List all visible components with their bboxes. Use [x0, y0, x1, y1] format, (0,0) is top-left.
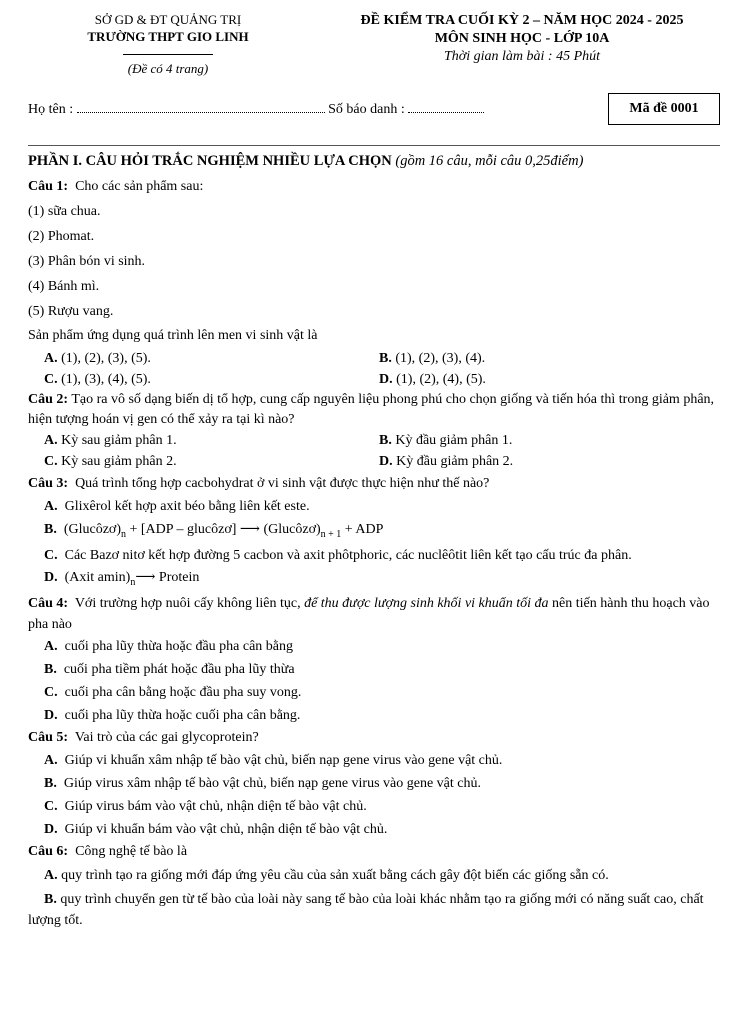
exam-title: ĐỀ KIỂM TRA CUỐI KỲ 2 – NĂM HỌC 2024 - 2025 [360, 13, 684, 28]
q2-options-row-1 [28, 430, 724, 451]
q4-option-d[interactable]: D. cuối pha lũy thừa hoặc cuối pha cân bằng. [44, 708, 301, 724]
question-3: Câu 3: Quá trình tổng hợp cacbohydrat ở vi sinh vật được thực hiện như thế nào? [28, 475, 490, 491]
name-label: Họ tên : [28, 102, 74, 117]
question-2: Câu 2: Tạo ra vô số dạng biến dị tổ hợp, cung cấp nguyên liệu phong phú cho chọn giống và tiến hóa thì trong giảm phân, hiện tượng hoán vị gen có thể xảy ra tại kì nào? [28, 391, 715, 427]
question-4: Câu 4: Với trường hợp nuôi cấy không liên tục, để thu được lượng sinh khối vi khuẩn tối đa nên tiến hành thu hoạch vào pha nào [28, 596, 710, 633]
q1-options-row-2 [28, 369, 724, 390]
subject-line: MÔN SINH HỌC - LỚP 10A [434, 31, 610, 47]
q5-option-d[interactable]: D. Giúp vi khuẩn bám vào vật chủ, nhận diện tế bào vật chủ. [44, 822, 388, 838]
q2-option-d[interactable]: D. Kỳ đầu giảm phân 2. [379, 453, 514, 469]
q1-item-4: (4) Bánh mì. [28, 278, 100, 294]
q2-option-b[interactable]: B. Kỳ đầu giảm phân 1. [379, 432, 513, 448]
q6-option-a[interactable]: A. quy trình tạo ra giống mới đáp ứng yêu cầu của sản xuất bằng cách gây đột biến các giống sẵn có. [44, 868, 609, 884]
sbd-label: Số báo danh : [328, 102, 405, 117]
q2-options-row-2 [28, 451, 724, 472]
exam-code-box: Mã đề 0001 [608, 93, 720, 125]
pages-note: (Đề có 4 trang) [127, 60, 209, 76]
header-divider [123, 54, 213, 55]
q1-item-3: (3) Phân bón vi sinh. [28, 253, 146, 269]
question-1: Câu 1: Cho các sản phẩm sau: [28, 178, 204, 194]
section-note: (gồm 16 câu, mỗi câu 0,25điểm) [395, 153, 584, 169]
name-field[interactable] [77, 100, 325, 113]
question-5: Câu 5: Vai trò của các gai glycoprotein? [28, 730, 259, 746]
q3-option-a[interactable]: A. Glixêrol kết hợp axit béo bằng liên kết este. [44, 498, 310, 514]
q1-option-a[interactable]: A. (1), (2), (3), (5). [44, 350, 151, 366]
time-limit: Thời gian làm bài : 45 Phút [443, 49, 601, 65]
exam-content [28, 152, 724, 931]
q1-option-b[interactable]: B. (1), (2), (3), (4). [379, 350, 486, 366]
q3-option-d[interactable]: D. (Axit $amin)_n⟶$ Protein [44, 569, 200, 588]
q1-item-1: (1) sữa chua. [28, 203, 101, 219]
q6-option-b[interactable]: B. quy trình chuyển gen từ tế bào của loài này sang tế bào của loài khác nhằm tạo ra giống mới có năng suất cao, chất lượng tốt. [28, 892, 704, 929]
header-left [58, 12, 278, 78]
q5-option-a[interactable]: A. Giúp vi khuẩn xâm nhập tế bào vật chủ, biến nạp gene virus vào gene vật chủ. [44, 753, 503, 769]
q1-option-d[interactable]: D. (1), (2), (4), (5). [379, 371, 486, 387]
q1-item-2: (2) Phomat. [28, 228, 95, 244]
q5-option-c[interactable]: C. Giúp virus bám vào vật chủ, nhận diện tế bào vật chủ. [44, 799, 367, 815]
q3-option-b[interactable]: B. $(Glucôzơ)_n + [ADP$ – glucôzơ] ⟶ $(Glucôzơ)_{n + 1}$ + ADP [44, 521, 384, 540]
q4-option-b[interactable]: B. cuối pha tiềm phát hoặc đầu pha lũy thừa [44, 662, 295, 678]
q1-item-5: (5) Rượu vang. [28, 303, 114, 319]
q1-options-row-1 [28, 348, 724, 369]
header-rule [28, 145, 720, 146]
q4-option-a[interactable]: A. cuối pha lũy thừa hoặc đầu pha cân bằng [44, 639, 294, 655]
header-right [322, 12, 722, 67]
q2-option-a[interactable]: A. Kỳ sau giảm phân 1. [44, 432, 177, 448]
section-title: PHẦN I. CÂU HỎI TRẮC NGHIỆM NHIỀU LỰA CHỌN (gồm 16 câu, mỗi câu 0,25điểm) [28, 153, 584, 169]
department-name: SỞ GD & ĐT QUẢNG TRỊ [94, 12, 242, 27]
q1-prompt: Sản phẩm ứng dụng quá trình lên men vi sinh vật là [28, 327, 318, 343]
sbd-field[interactable] [408, 100, 484, 113]
q4-option-c[interactable]: C. cuối pha cân bằng hoặc đầu pha suy vong. [44, 685, 302, 701]
q3-option-c[interactable]: C. Các Bazơ nitơ kết hợp đường 5 cacbon và axit phôtphoric, các nuclêôtit liên kết tạo cấu trúc đa phân. [44, 547, 632, 563]
q5-option-b[interactable]: B. Giúp virus xâm nhập tế bào vật chủ, biến nạp gene virus vào gene vật chủ. [44, 776, 481, 792]
school-name: TRƯỜNG THPT GIO LINH [87, 28, 249, 44]
q2-option-c[interactable]: C. Kỳ sau giảm phân 2. [44, 453, 177, 469]
q1-option-c[interactable]: C. (1), (3), (4), (5). [44, 371, 151, 387]
question-6: Câu 6: Công nghệ tế bào là [28, 844, 188, 860]
